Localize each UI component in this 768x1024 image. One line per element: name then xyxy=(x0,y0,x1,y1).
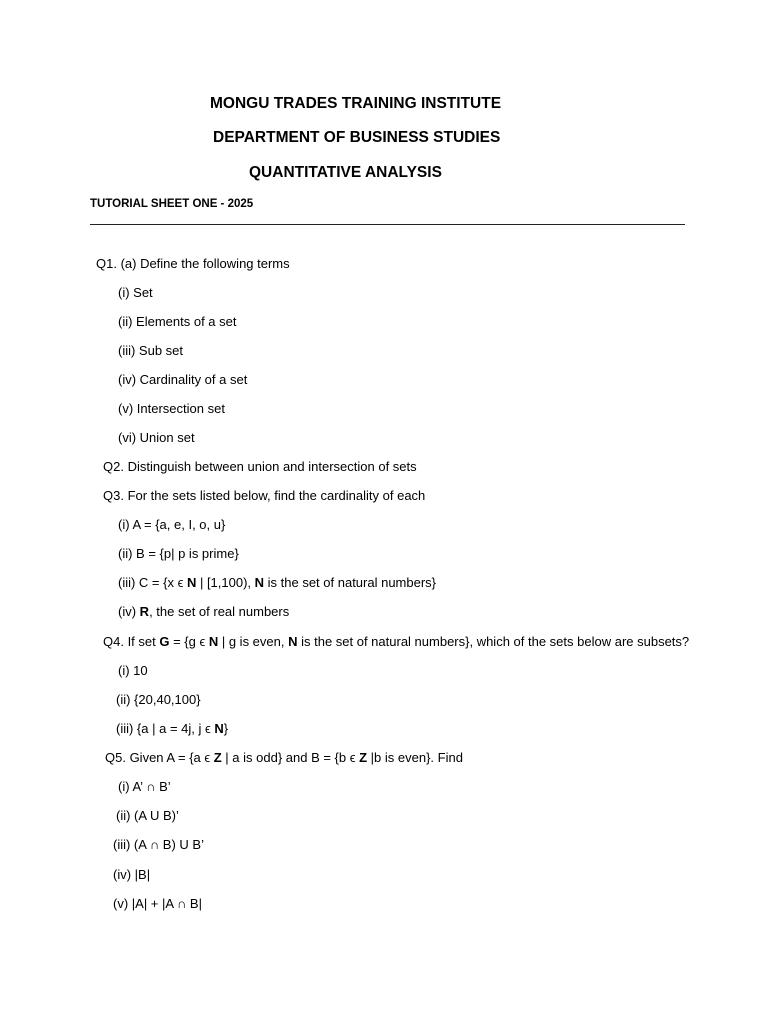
real-numbers-symbol: R xyxy=(139,604,150,619)
q2-stem: Q2. Distinguish between union and intersection of sets xyxy=(103,459,417,474)
q1-item: (vi) Union set xyxy=(118,430,195,445)
q3-item-i: (i) A = {a, e, I, o, u} xyxy=(118,517,226,532)
q5-stem xyxy=(105,750,463,765)
q4-item-i: (i) 10 xyxy=(118,663,148,678)
q3-item-iii xyxy=(118,575,436,590)
q3-item-ii: (ii) B = {p| p is prime} xyxy=(118,546,239,561)
natural-numbers-symbol: N xyxy=(254,575,265,590)
text: | g is even, xyxy=(218,634,289,649)
natural-numbers-symbol: N xyxy=(208,634,219,649)
tutorial-sheet-label: TUTORIAL SHEET ONE - 2025 xyxy=(90,198,254,210)
institute-heading: MONGU TRADES TRAINING INSTITUTE xyxy=(210,95,502,112)
text: (iii) {a | a = 4j, j ϵ xyxy=(116,721,215,736)
q3-item-iv xyxy=(118,604,289,619)
q5-item: (i) A’ ∩ B’ xyxy=(118,779,171,794)
q1-item: (i) Set xyxy=(118,285,153,300)
text: = {g ϵ xyxy=(169,634,209,649)
q5-item: (ii) (A U B)’ xyxy=(116,808,179,823)
q1-stem: Q1. (a) Define the following terms xyxy=(96,256,290,271)
integers-symbol: Z xyxy=(359,750,368,765)
text: (iv) xyxy=(118,604,140,619)
q5-item: (iv) |B| xyxy=(113,867,151,882)
text: is the set of natural numbers}, which of the sets below are subsets? xyxy=(297,634,690,649)
q5-item: (v) |A| + |A ∩ B| xyxy=(113,896,202,911)
text: | [1,100), xyxy=(196,575,255,590)
text: (iii) C = {x ϵ xyxy=(118,575,187,590)
q4-item-iii xyxy=(116,721,228,736)
q5-item: (iii) (A ∩ B) U B’ xyxy=(113,837,204,852)
text: | a is odd} and B = {b ϵ xyxy=(221,750,360,765)
q1-item: (iv) Cardinality of a set xyxy=(118,372,248,387)
natural-numbers-symbol: N xyxy=(214,721,224,736)
q1-item: (iii) Sub set xyxy=(118,343,184,358)
q1-item: (ii) Elements of a set xyxy=(118,314,237,329)
text: |b is even}. Find xyxy=(367,750,463,765)
set-g-symbol: G xyxy=(159,634,170,649)
text: Q5. Given A = {a ϵ xyxy=(105,750,214,765)
course-heading: QUANTITATIVE ANALYSIS xyxy=(249,164,442,181)
natural-numbers-symbol: N xyxy=(186,575,197,590)
text: Q4. If set xyxy=(103,634,160,649)
q4-item-ii: (ii) {20,40,100} xyxy=(116,692,201,707)
header-divider xyxy=(90,224,685,225)
q4-stem xyxy=(103,634,689,649)
q1-item: (v) Intersection set xyxy=(118,401,225,416)
text: is the set of natural numbers} xyxy=(264,575,437,590)
department-heading: DEPARTMENT OF BUSINESS STUDIES xyxy=(213,129,501,146)
text: } xyxy=(223,721,229,736)
integers-symbol: Z xyxy=(213,750,222,765)
q3-stem: Q3. For the sets listed below, find the cardinality of each xyxy=(103,488,426,503)
natural-numbers-symbol: N xyxy=(288,634,298,649)
text: , the set of real numbers xyxy=(149,604,290,619)
